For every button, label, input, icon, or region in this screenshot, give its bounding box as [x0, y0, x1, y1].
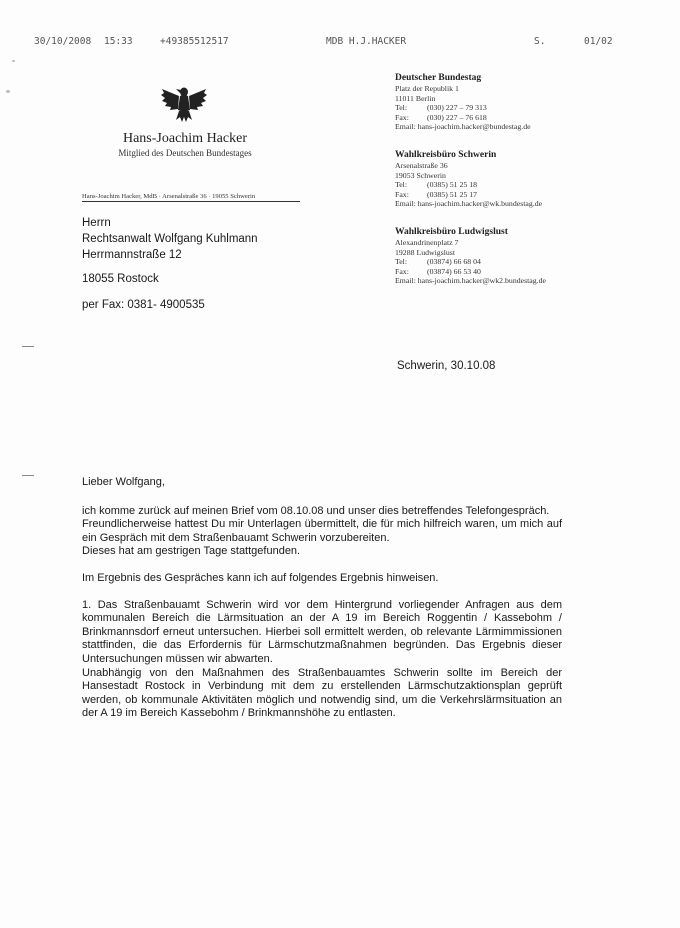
- email-label: Email:: [395, 276, 416, 286]
- fold-mark: [22, 475, 34, 476]
- body-paragraph: Unabhängig von den Maßnahmen des Straßenbauamtes Schwerin sollte im Bereich der Hansestadt Rostock in Verbindung mit dem zu erstellenden Lärmschutzaktionsplan geprüft werden, ob kommunale Aktivitäten möglich und notwendig sind, um die Verkehrslärmsituation an der A 19 im Bereich Kassebohm / Brinkmannshöhe zu entlasten.: [82, 666, 562, 720]
- tel-value: (030) 227 – 79 313: [427, 103, 487, 113]
- office-address-line: Arsenalstraße 36: [395, 161, 448, 170]
- recipient-street: Herrmannstraße 12: [82, 249, 182, 261]
- body-paragraph: 1. Das Straßenbauamt Schwerin wird vor dem Hintergrund vorliegender Anfragen aus dem kommunalen Bereich die Lärmsituation an der A 19 im Bereich Roggentin / Kassebohm / Brinkmannsdorf erneut untersuchen. Hierbei soll ermittelt werden, ob relevante Lärmimmissionen stattfinden, die das Erfordernis für Lärmschutzmaßnahmen begründen. Das Ergebnis dieser Untersuchungen müssen wir abwarten.: [82, 598, 562, 665]
- email-value: hans-joachim.hacker@wk2.bundestag.de: [417, 276, 546, 286]
- office-title: Wahlkreisbüro Ludwigslust: [395, 227, 508, 237]
- office-address-line: Platz der Republik 1: [395, 84, 459, 93]
- fax-label: Fax:: [395, 266, 409, 276]
- fax-label: Fax:: [395, 189, 409, 199]
- office-fax: [395, 190, 542, 200]
- email-label: Email:: [395, 199, 416, 209]
- fax-date: 30/10/2008: [34, 36, 92, 47]
- office-title: Wahlkreisbüro Schwerin: [395, 150, 497, 160]
- recipient-name: Rechtsanwalt Wolfgang Kuhlmann: [82, 233, 258, 245]
- office-title: Deutscher Bundestag: [395, 73, 482, 83]
- body-paragraph: ich komme zurück auf meinen Brief vom 08.10.08 und unser dies betreffendes Telefongespräch.: [82, 504, 550, 517]
- fax-number: +49385512517: [160, 36, 229, 47]
- email-value: hans-joachim.hacker@bundestag.de: [417, 122, 531, 132]
- fax-sender: MDB H.J.HACKER: [326, 36, 407, 47]
- fax-header: [34, 36, 654, 50]
- federal-eagle-icon: [159, 80, 209, 124]
- office-fax: [395, 113, 531, 123]
- office-email: [395, 122, 531, 132]
- greeting: Lieber Wolfgang,: [82, 476, 165, 488]
- office-address-line: 19053 Schwerin: [395, 170, 446, 180]
- tel-value: (0385) 51 25 18: [427, 180, 478, 190]
- fax-value: (03874) 66 53 40: [427, 266, 481, 276]
- body-paragraph: Dieses hat am gestrigen Tage stattgefunden.: [82, 545, 301, 558]
- recipient-salutation: Herrn: [82, 217, 111, 229]
- email-label: Email:: [395, 122, 416, 132]
- tel-value: (03874) 66 68 04: [427, 257, 481, 267]
- body-paragraph: Freundlicherweise hattest Du mir Unterlagen übermittelt, die für mich hilfreich waren, um mich auf ein Gespräch mit dem Straßenbauamt Schwerin vorzubereiten.: [82, 518, 562, 544]
- office-schwerin: [395, 149, 542, 209]
- office-address-line: 19288 Ludwigslust: [395, 247, 455, 257]
- body-paragraph: Im Ergebnis des Gespräches kann ich auf folgendes Ergebnis hinweisen.: [82, 571, 439, 584]
- recipient-address: [82, 215, 258, 313]
- recipient-fax: per Fax: 0381- 4900535: [82, 299, 205, 311]
- recipient-city: 18055 Rostock: [82, 273, 159, 285]
- fax-value: (030) 227 – 76 618: [427, 112, 487, 122]
- scan-speck: [12, 60, 15, 62]
- office-bundestag: [395, 72, 531, 132]
- sender-name: Hans-Joachim Hacker: [122, 131, 247, 146]
- tel-label: Tel:: [395, 180, 408, 190]
- return-address: Hans-Joachim Hacker, MdB · Arsenalstraße 36 · 19055 Schwerin: [82, 193, 300, 202]
- scan-speck: [6, 90, 10, 93]
- office-tel: [395, 257, 546, 267]
- letter-body: [82, 476, 562, 721]
- office-email: [395, 276, 546, 286]
- place-date: Schwerin, 30.10.08: [397, 360, 496, 372]
- fold-mark: [22, 346, 34, 347]
- fax-label: Fax:: [395, 112, 409, 122]
- fax-page-number: 01/02: [584, 36, 613, 47]
- office-email: [395, 199, 542, 209]
- fax-page-label: S.: [534, 36, 546, 47]
- sender-title: Mitglied des Deutschen Bundestages: [118, 148, 252, 158]
- office-ludwigslust: [395, 226, 546, 286]
- office-address-line: Alexandrinenplatz 7: [395, 238, 459, 247]
- office-address-line: 11011 Berlin: [395, 93, 436, 103]
- email-value: hans-joachim.hacker@wk.bundestag.de: [417, 199, 543, 209]
- office-fax: [395, 267, 546, 277]
- fax-time: 15:33: [104, 36, 133, 47]
- tel-label: Tel:: [395, 257, 408, 267]
- fax-value: (0385) 51 25 17: [427, 189, 478, 199]
- office-tel: [395, 103, 531, 113]
- office-tel: [395, 180, 542, 190]
- tel-label: Tel:: [395, 103, 408, 113]
